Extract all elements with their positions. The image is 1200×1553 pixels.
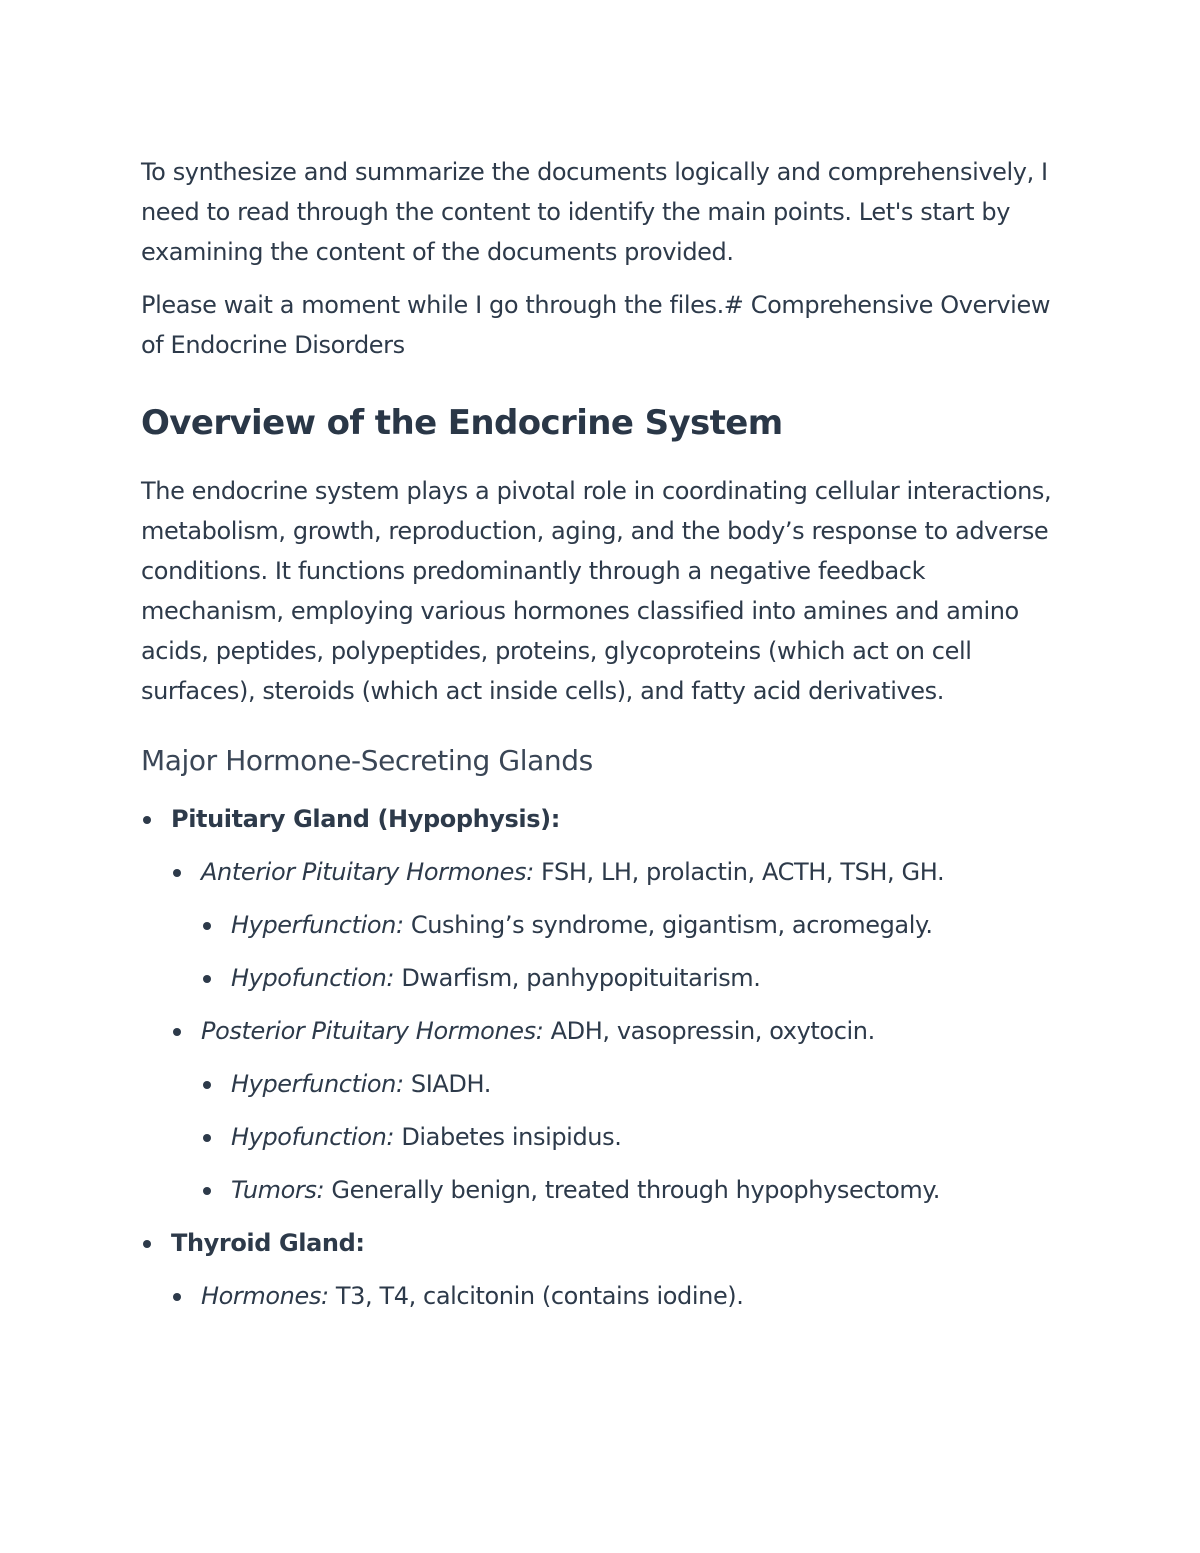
document-page	[141, 152, 1071, 1329]
intro-paragraph-2: Please wait a moment while I go through the files.# Comprehensive Overview of Endocrine Disorders	[141, 291, 1051, 359]
anterior-text: FSH, LH, prolactin, ACTH, TSH, GH.	[533, 858, 945, 886]
posterior-label: Posterior Pituitary Hormones:	[201, 1017, 544, 1045]
posterior-hypo-label: Hypofunction:	[231, 1123, 395, 1151]
posterior-hyper-label: Hyperfunction:	[231, 1070, 404, 1098]
anterior-hyper-label: Hyperfunction:	[231, 911, 404, 939]
gland-list	[141, 799, 1071, 1316]
list-item-posterior-hypo	[141, 1117, 1071, 1157]
list-item-thyroid-hormones	[141, 1276, 1071, 1316]
anterior-hyper-text: Cushing’s syndrome, gigantism, acromegaly.	[403, 911, 933, 939]
list-item-posterior	[141, 1011, 1071, 1051]
anterior-hypo-text: Dwarfism, panhypopituitarism.	[394, 964, 761, 992]
list-item-anterior	[141, 852, 1071, 892]
intro-paragraph-1: To synthesize and summarize the documents logically and comprehensively, I need to read through the content to identify the main points. Let's start by examining the content of the documents provided.	[141, 158, 1048, 266]
list-item-posterior-tumors	[141, 1170, 1071, 1210]
subsection-heading: Major Hormone-Secreting Glands	[141, 744, 593, 777]
posterior-hyper-text: SIADH.	[403, 1070, 491, 1098]
list-item-posterior-hyper	[141, 1064, 1071, 1104]
section-paragraph: The endocrine system plays a pivotal role in coordinating cellular interactions, metabolism, growth, reproduction, aging, and the body’s response to adverse conditions. It functions predominantly through a negative feedback mechanism, employing various hormones classified into amines and amino acids, peptides, polypeptides, proteins, glycoproteins (which act on cell surfaces), steroids (which act inside cells), and fatty acid derivatives.	[141, 477, 1052, 705]
thyroid-hormones-label: Hormones:	[201, 1282, 329, 1310]
thyroid-hormones-text: T3, T4, calcitonin (contains iodine).	[328, 1282, 744, 1310]
pituitary-label: Pituitary Gland (Hypophysis):	[171, 805, 560, 833]
list-item-thyroid	[141, 1223, 1071, 1263]
section-heading: Overview of the Endocrine System	[141, 403, 783, 443]
posterior-tumors-label: Tumors:	[231, 1176, 325, 1204]
anterior-hypo-label: Hypofunction:	[231, 964, 395, 992]
anterior-label: Anterior Pituitary Hormones:	[201, 858, 534, 886]
list-item-pituitary	[141, 799, 1071, 839]
list-item-anterior-hyper	[141, 905, 1071, 945]
posterior-hypo-text: Diabetes insipidus.	[394, 1123, 622, 1151]
thyroid-label: Thyroid Gland:	[171, 1229, 365, 1257]
posterior-text: ADH, vasopressin, oxytocin.	[543, 1017, 875, 1045]
posterior-tumors-text: Generally benign, treated through hypophysectomy.	[324, 1176, 941, 1204]
list-item-anterior-hypo	[141, 958, 1071, 998]
